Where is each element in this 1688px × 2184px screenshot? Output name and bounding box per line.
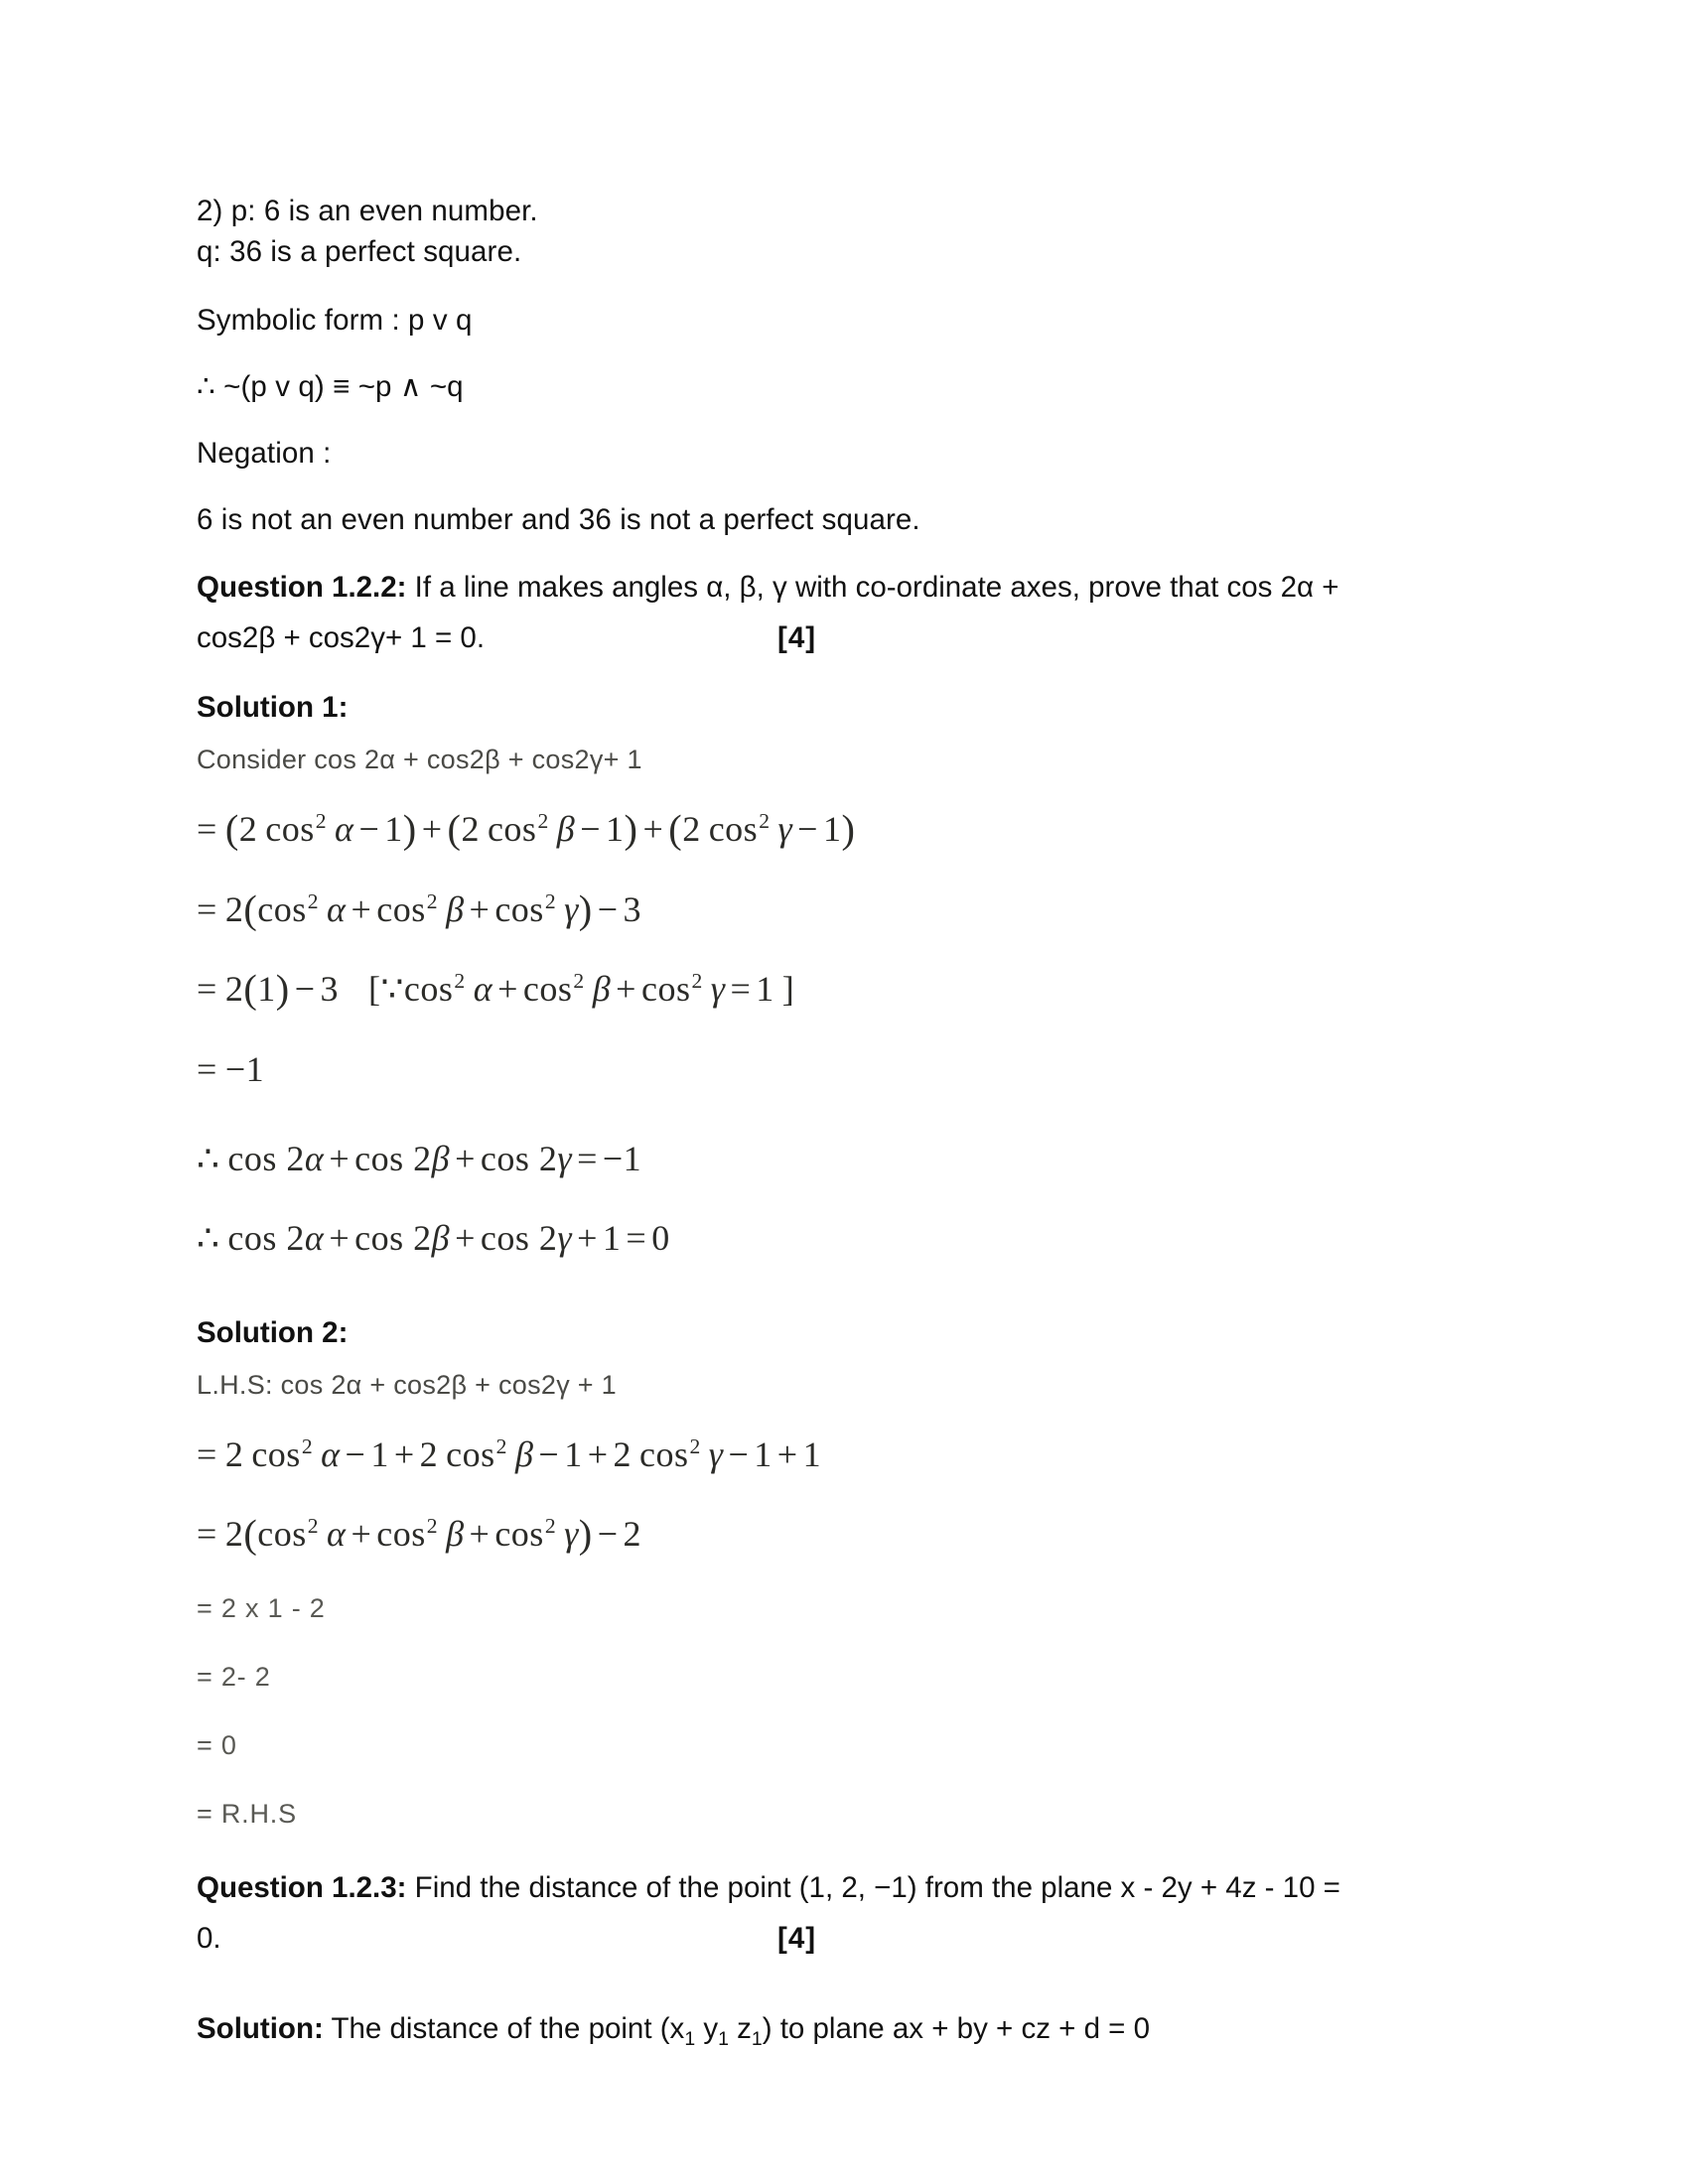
statement-p-line: 2) p: 6 is an even number. <box>197 195 538 227</box>
solution-1-step-3: = 2(1) − 3 [$\because\cos^2$ $\alpha + \cos^2 \beta + \cos^2 \gamma = 1$ ] <box>197 966 795 1012</box>
spacer-before-solution-3 <box>197 1989 1477 2007</box>
question-123-text-line1: Find the distance of the point (1, 2, −1) from the plane x - 2y + 4z - 10 = <box>406 1871 1340 1905</box>
question-122-text-line2: cos2β + cos2γ+ 1 = 0. <box>197 621 486 654</box>
solution-3-line <box>197 2007 1477 2050</box>
solution-1-heading: Solution 1: <box>197 691 349 724</box>
question-123-text-line2: 0. <box>197 1922 221 1956</box>
question-123-second-line <box>197 1917 1477 1960</box>
solution-2-plain-step-1: = 2 x 1 - 2 <box>197 1593 326 1624</box>
question-122-text-line1: If a line makes angles α, β, γ with co-ordinate axes, prove that cos 2α + <box>406 571 1339 604</box>
eq-sign-icon: = <box>197 809 217 849</box>
solution-2-plain-step-4: = R.H.S <box>197 1799 297 1830</box>
solution-1-step-6: ∴ cos 2α + cos 2β + cos 2γ + 1 = 0 <box>197 1217 670 1258</box>
solution-2-heading: Solution 2: <box>197 1315 349 1349</box>
solution-2-plain-step-3: = 0 <box>197 1730 237 1761</box>
question-123-marks: [4] <box>777 1922 817 1956</box>
solution-3-text: The distance of the point ($x_1$ $y_1$ $z_1$) to plane ax + by + cz + d = 0 <box>323 2012 1151 2051</box>
negation-label: Negation : <box>197 437 332 470</box>
question-123-label: Question 1.2.3: <box>197 1871 407 1905</box>
solution-3-label: Solution: <box>197 2012 324 2046</box>
solution-1-step-5: ∴ cos 2α + cos 2β + cos 2γ = −1 <box>197 1138 642 1178</box>
question-122-second-line <box>197 616 1477 659</box>
solution-2-step-1: = 2 $\cos^2 \alpha - 1 + 2$ $\cos^2 \beta - 1 + 2$ $\cos^2 \gamma - 1 + 1$ <box>197 1433 822 1474</box>
symbolic-form-line: Symbolic form : p v q <box>197 304 473 337</box>
spacer-before-question-123 <box>197 1833 1477 1866</box>
question-122-label: Question 1.2.2: <box>197 571 407 604</box>
question-123 <box>197 1866 1477 1909</box>
equivalence-line: ∴ ~(p v q) ≡ ~p ∧ ~q <box>197 370 464 403</box>
solution-1-step-1: = (2 $\cos^2 \alpha - 1) + (2$ $\cos^2 \beta - 1) + (2$ $\cos^2 \gamma - 1$) <box>197 806 856 852</box>
statement-q-line: q: 36 is a perfect square. <box>197 235 522 268</box>
question-122 <box>197 566 1477 609</box>
solution-1-consider-line: Consider cos 2α + cos2β + cos2γ+ 1 <box>197 745 642 774</box>
document-content <box>197 191 1477 2058</box>
solution-2-step-2: = $2(\cos^2$ $\alpha + \cos^2 \beta + \cos^2 \gamma) - 2$ <box>197 1511 642 1557</box>
negation-statement: 6 is not an even number and 36 is not a perfect square. <box>197 503 920 536</box>
solution-1-step-2: = $2(\cos^2$ $\alpha + \cos^2 \beta + \cos^2 \gamma) - 3$ <box>197 887 642 932</box>
solution-2-lhs-line: L.H.S: cos 2α + cos2β + cos2γ + 1 <box>197 1369 617 1400</box>
spacer-before-solution-2 <box>197 1263 1477 1314</box>
solution-1-step-4: = −1 <box>197 1048 265 1089</box>
question-122-marks: [4] <box>777 621 817 654</box>
solution-2-plain-step-2: = 2- 2 <box>197 1662 271 1693</box>
